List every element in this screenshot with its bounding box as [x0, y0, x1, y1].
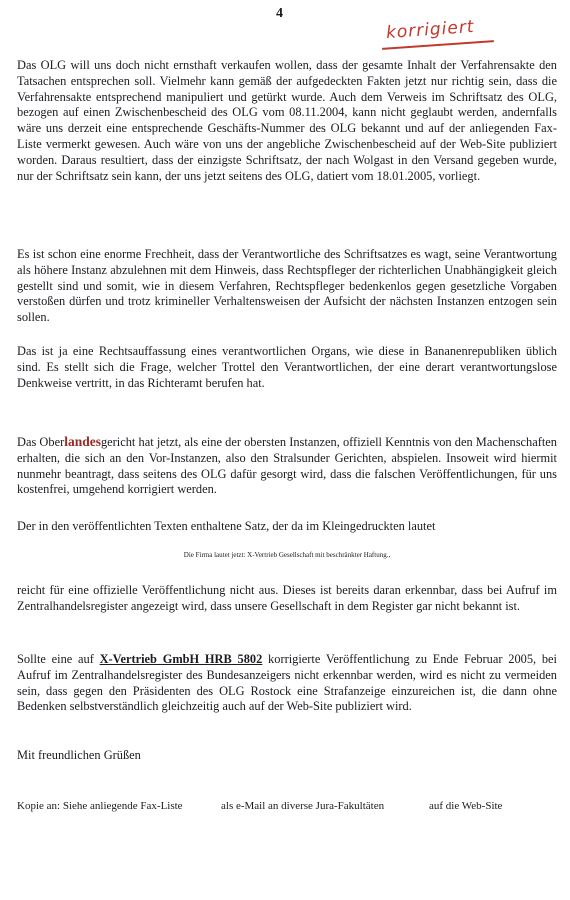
company-reference: X-Vertrieb GmbH HRB 5802: [99, 652, 263, 666]
paragraph-frechheit: Es ist schon eine enorme Frechheit, dass der Verantwortliche des Schriftsatzes es wagt, seine Verantwortung als höhere Instanz abzulehnen mit dem Hinweis, dass Rechtspfleger der richterlichen Unabhängigkeit gleich gestellt sind und somit, wie in diesem Verfahren, Rechtspfleger bedenkenlos gegen gesetzliche Vorgaben verstoßen dürfen und trotz krimineller Verhaltensweisen der Aufsicht der nächsten Instanzen entzogen sein sollen.: [17, 247, 557, 325]
paragraph-strafanzeige: [17, 652, 557, 715]
paragraph-oberlandesgericht: [17, 434, 557, 498]
closing-greeting: Mit freundlichen Grüßen: [17, 748, 141, 762]
copy-to-fax-list: Kopie an: Siehe anliegende Fax-Liste: [17, 800, 183, 812]
copy-to-email: als e-Mail an diverse Jura-Fakultäten: [221, 800, 385, 812]
p4-emphasis: landes: [64, 434, 101, 449]
quoted-small-print: Die Firma lautet jetzt: X-Vertrieb Gesellschaft mit beschränkter Haftung.,: [183, 551, 391, 559]
paragraph-zentralhandelsregister: reicht für eine offizielle Veröffentlichung nicht aus. Dieses ist bereits daran erkennbar, dass bei Aufruf im Zentralhandelsregister angezeigt wird, dass unsere Gesellschaft in dem Register gar nicht bekannt ist.: [17, 583, 557, 613]
p8-post: korrigierte Veröffentlichung zu Ende Februar 2005, bei Aufruf im Zentralhandelsregister des Bundesanzeigers nicht erkennbar werden, wird es nicht zu vermeiden sein, dass gegen den Präsidenten des OLG Rostock eine Strafanzeige einzureichen ist, die dann ohne Bedenken selbstverständlich gleichzeitig auch auf der Web-Site publiziert wird.: [17, 652, 558, 714]
korrigiert-stamp: korrigiert: [385, 16, 476, 44]
p8-pre: Sollte eine auf: [17, 652, 100, 666]
copy-to-website: auf die Web-Site: [429, 800, 503, 812]
paragraph-olg-verfahrensakte: Das OLG will uns doch nicht ernsthaft verkaufen wollen, dass der gesamte Inhalt der Verfahrensakte den Tatsachen entsprechen soll. Vielmehr kann gemäß der aufgedeckten Fakten jetzt nur richtig sein, dass die Verfahrensakte entsprechend manipuliert und getürkt wurde. Auch dem Verweis im Schriftsatz des OLG, bezogen auf einen Zwischenbescheid des OLG vom 08.11.2004, kann nicht geglaubt werden, andernfalls wäre uns derzeit eine entsprechende Geschäfts-Nummer des OLG bekannt und auf der anliegenden Fax-Liste vermerkt gewesen. Auch wäre von uns der angebliche Zwischenbescheid auf der Web-Site publiziert worden. Daraus resultiert, dass der einzigste Schriftsatz, der nach Wolgast in den Versand gegeben wurde, nur der Schriftsatz sein kann, der uns jetzt seitens des OLG, datiert vom 18.01.2005, vorliegt.: [17, 58, 557, 183]
p4-post: gericht hat jetzt, als eine der obersten Instanzen, offiziell Kenntnis von den Machenschaften erhalten, die sich an den Vor-Instanzen, also den Stralsunder Gerichten, abspielen. Insoweit wird hiermit nunmehr beantragt, dass seitens des OLG dafür gesorgt wird, dass die falschen Veröffentlichungen, für uns kostenfrei, umgehend korrigiert werden.: [17, 435, 557, 497]
p4-pre: Das Ober: [17, 435, 65, 449]
paragraph-kleingedruckt-intro: Der in den veröffentlichten Texten enthaltene Satz, der da im Kleingedruckten lautet: [17, 519, 436, 533]
page-number: 4: [276, 6, 283, 21]
paragraph-rechtsauffassung: Das ist ja eine Rechtsauffassung eines verantwortlichen Organs, wie diese in Bananenrepubliken üblich sind. Es stellt sich die Frage, welcher Trottel den Verantwortlichen, der eine derart verantwortungslose Denkweise vertritt, in das Richteramt berufen hat.: [17, 344, 557, 390]
